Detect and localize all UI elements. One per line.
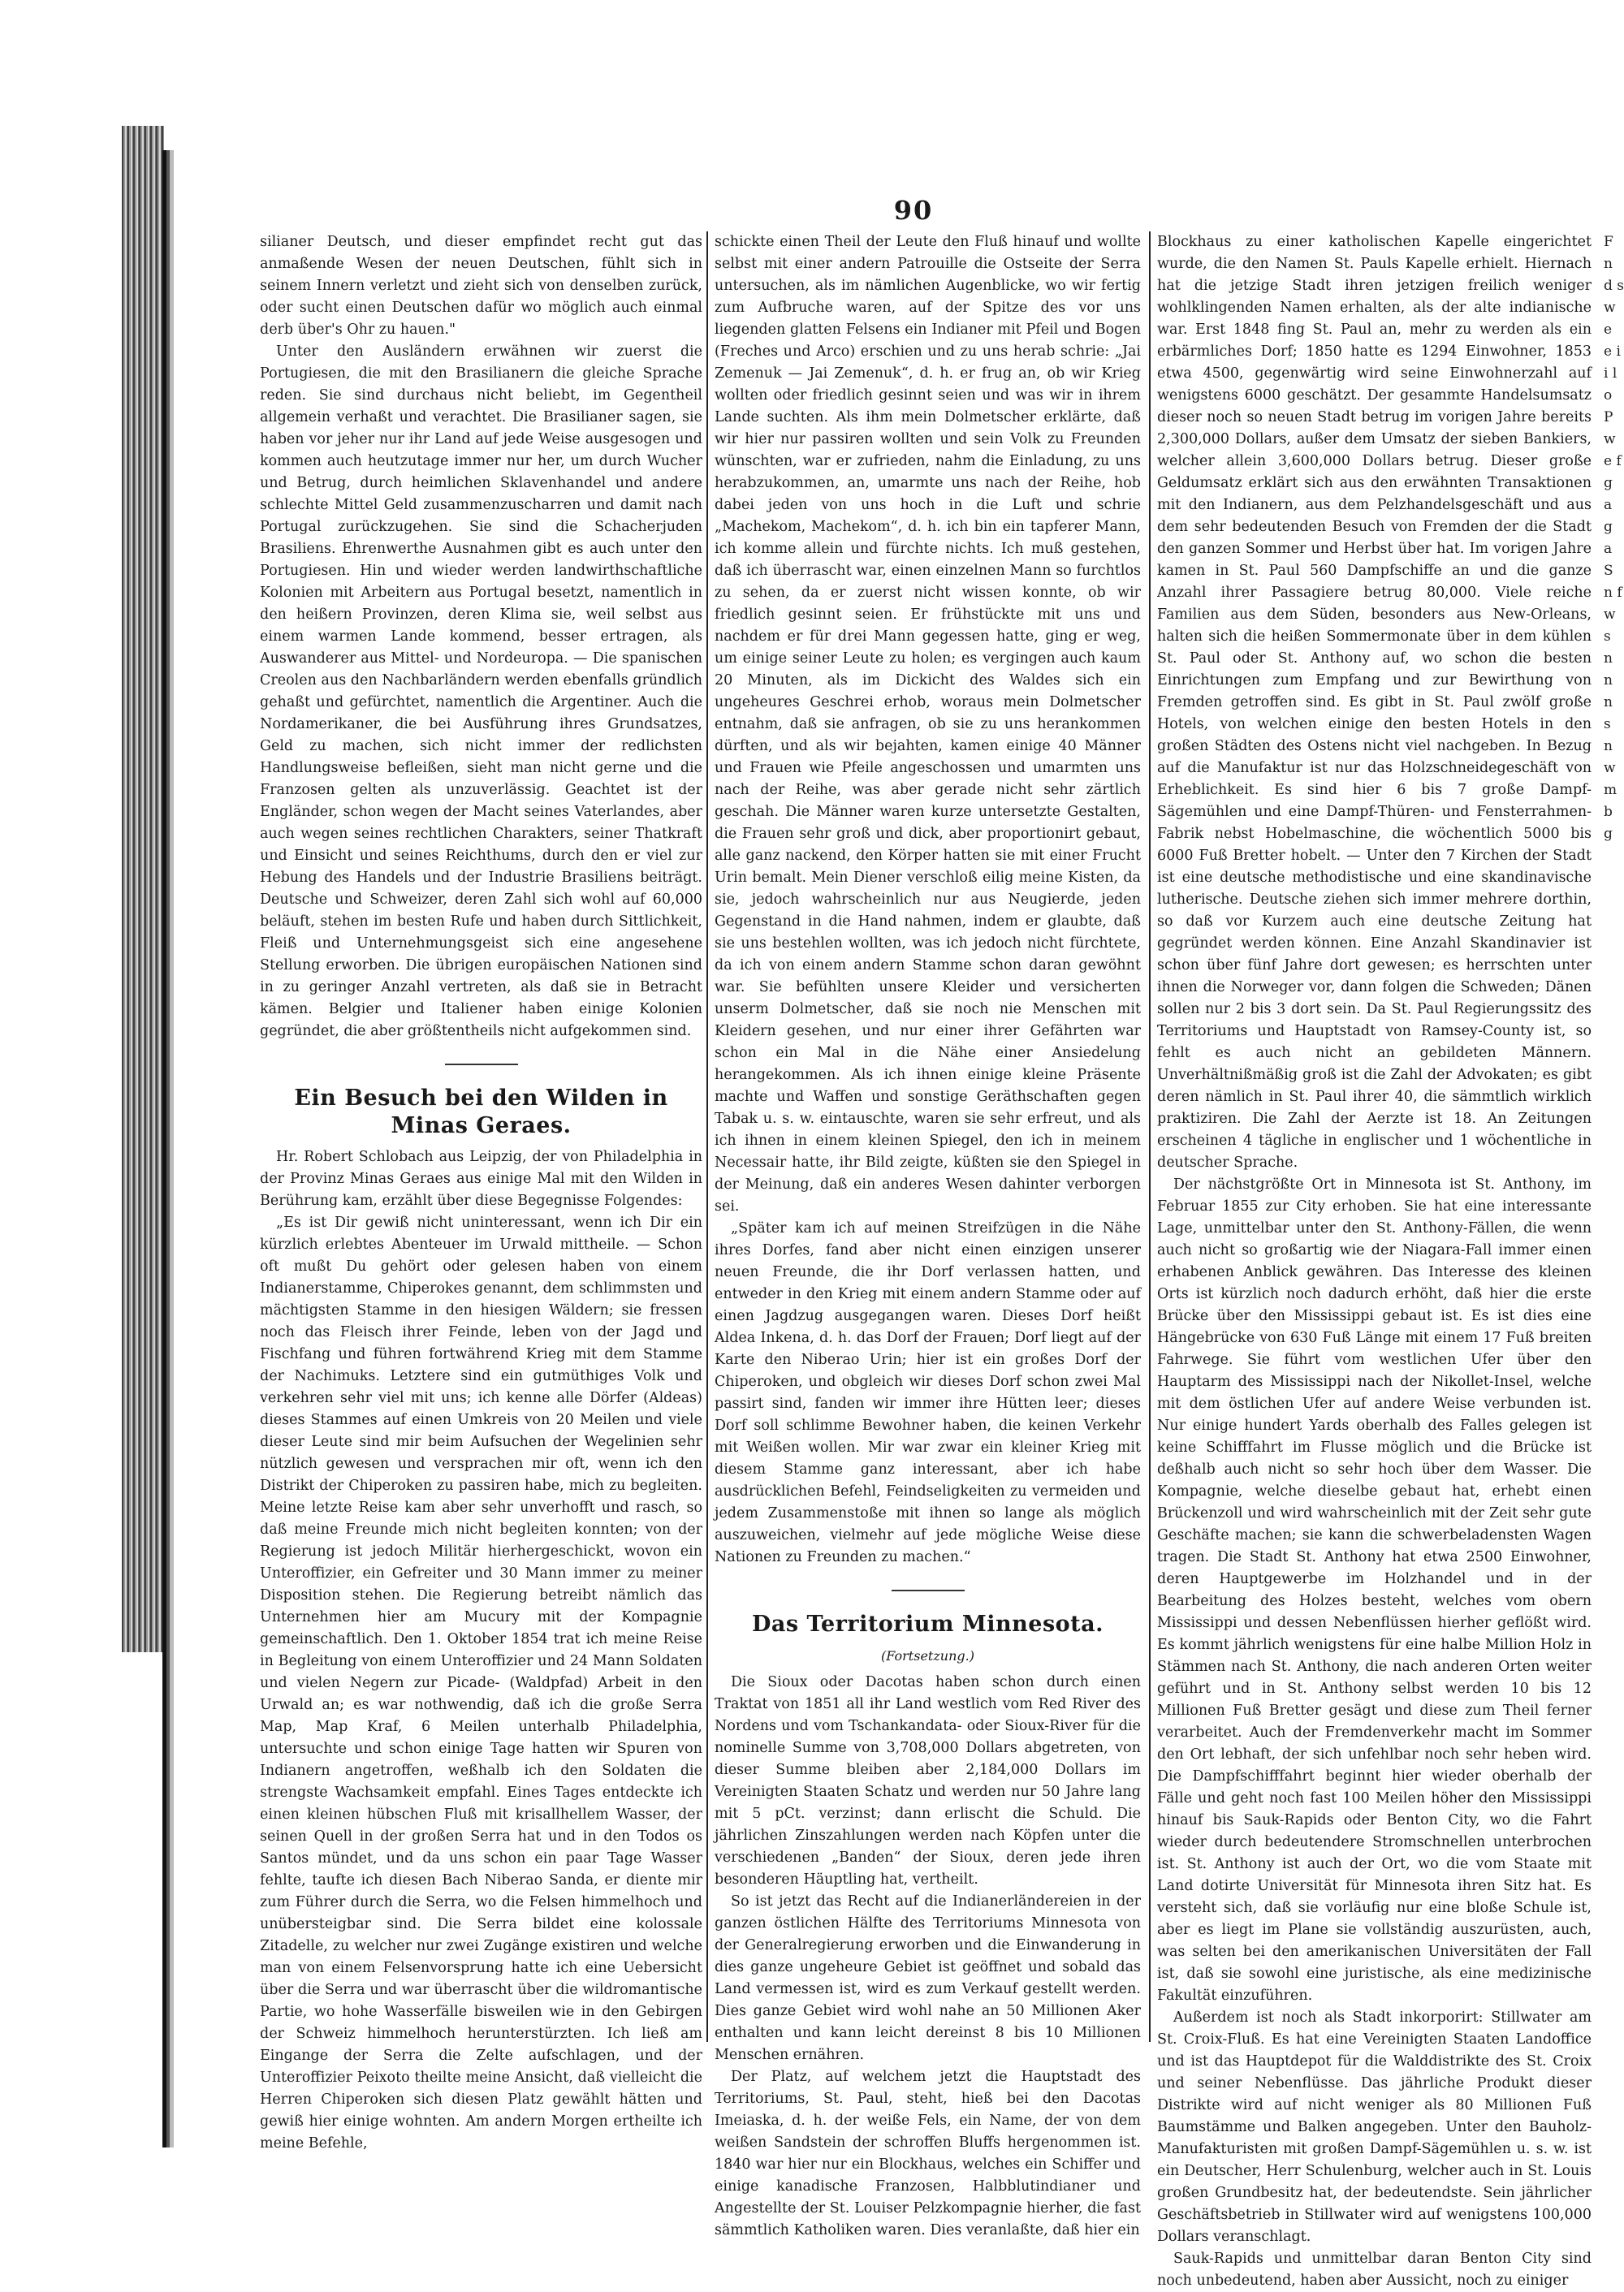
paragraph: Unter den Ausländern erwähnen wir zuerst die Portugiesen, die mit den Brasilianern die gleiche Sprache reden. Sie sind durchaus nicht beliebt, im Gegentheil allgemein verhaßt und verachtet. Die Brasilianer sagen, sie haben vor jeher nur ihr Land auf jede Weise ausgesogen und kommen auch heutzutage immer nur her, um durch Wucher und Betrug, durch heimlichen Sklavenhandel und andere schlechte Mittel Geld zusammenzuscharren und damit nach Portugal zurückzugehen. Sie sind die Schacherjuden Brasiliens. Ehrenwerthe Ausnahmen gibt es auch unter den Portugiesen. Hin und wieder werden landwirthschaftliche Kolonien mit Arbeitern aus Portugal besetzt, namentlich in den heißern Provinzen, deren Klima sie, weil selbst aus einem warmen Lande kommend, besser ertragen, als Auswanderer aus Mittel- und Nordeuropa. — Die spanischen Creolen aus den Nachbarländern werden ebenfalls gründlich gehaßt und gefürchtet, namentlich die Argentiner. Auch die Nordamerikaner, die bei Ausführung ihres Grundsatzes, Geld zu machen, sich nicht immer der redlichsten Handlungsweise befleißen, sieht man nicht gerne und die Franzosen gelten als unzuverlässig. Geachtet ist der Engländer, schon wegen der Macht seines Vaterlandes, aber auch wegen seines rechtlichen Charakters, seiner Thatkraft und Einsicht und seines Reichthums, durch den er viel zur Hebung des Handels und der Industrie Brasiliens beiträgt. Deutsche und Schweizer, deren Zahl sich wohl auf 60,000 beläuft, stehen im besten Rufe und haben durch Sittlichkeit, Fleiß und Unternehmungsgeist sich eine angesehene Stellung erworben. Die übrigen europäischen Nationen sind in zu geringer Anzahl vertreten, als daß sie in Betracht kämen. Belgier und Italiener haben einige Kolonien gegründet, die aber größtentheils nicht aufgekommen sind. xyxy=(260,343,702,1039)
section-divider xyxy=(445,1064,518,1065)
paragraph: Die Sioux oder Dacotas haben schon durch einen Traktat von 1851 all ihr Land westlich vom Red River des Nordens und vom Tschankandata- oder Sioux-River für die nominelle Summe von 3,708,000 Dollars abgetreten, von dieser Summe bleiben aber 2,184,000 Dollars im Vereinigten Staaten Schatz und werden nur 50 Jahre lang mit 5 pCt. verzinst; dann erlischt die Schuld. Die jährlichen Zinszahlungen werden nach Köpfen unter die verschiedenen „Banden“ der Sioux, deren jede ihren besonderen Häuptling hat, vertheilt. xyxy=(715,1674,1141,1888)
article-title: Das Territorium Minnesota. xyxy=(751,1612,1104,1637)
page-edge-stack xyxy=(122,126,164,1652)
paragraph: Der nächstgrößte Ort in Minnesota ist St. Anthony, im Februar 1855 zur City erhoben. Sie hat eine interessante Lage, unmittelbar unter den St. Anthony-Fällen, die wenn auch nicht so großartig wie der Niagara-Fall immer einen erhabenen Anblick gewähren. Das Interesse des kleinen Orts ist kürzlich noch dadurch erhöht, daß hier die erste Brücke über den Mississippi gebaut ist. Es ist dies eine Hängebrücke von 630 Fuß Länge mit einem 17 Fuß breiten Fahrwege. Sie führt vom westlichen Ufer über den Hauptarm des Mississippi nach der Nikollet-Insel, welche mit dem östlichen Ufer auf andere Weise verbunden ist. Nur einige hundert Yards oberhalb des Falles gelegen ist keine Schifffahrt im Flusse möglich und die Brücke ist deßhalb auch nicht so sehr hoch über dem Wasser. Die Kompagnie, welche dieselbe gebaut hat, erhebt einen Brückenzoll und wird wahrscheinlich mit der Zeit sehr gute Geschäfte machen; sie kann die schwerbeladensten Wagen tragen. Die Stadt St. Anthony hat etwa 2500 Einwohner, deren Hauptgewerbe im Holzhandel und in der Bearbeitung des Holzes besteht, welches vom obern Mississippi und dessen Nebenflüssen hierher geflößt wird. Es kommt jährlich wenigstens für eine halbe Million Holz in Stämmen nach St. Anthony, die nach anderen Orten weiter geführt und in St. Anthony selbst werden 10 bis 12 Millionen Fuß Bretter gesägt und diese zum Theil ferner verarbeitet. Auch der Fremdenverkehr macht im Sommer den Ort lebhaft, der sich unfehlbar noch sehr heben wird. Die Dampfschifffahrt beginnt hier wieder oberhalb der Fälle und geht noch fast 100 Meilen höher den Mississippi hinauf bis Sauk-Rapids oder Benton City, wo die Fahrt wieder durch bedeutendere Stromschnellen unterbrochen ist. St. Anthony ist auch der Ort, wo die vom Staate mit Land dotirte Universität für Minnesota ihren Sitz hat. Es versteht sich, daß sie vorläufig nur eine bloße Schule ist, aber es liegt im Plane sie vollständig auszurüsten, auch, was selten bei den amerikanischen Universitäten der Fall ist, daß sie sowohl eine juristische, als eine medizinische Fakultät einzuführen. xyxy=(1157,1176,1592,2004)
paragraph: Außerdem ist noch als Stadt inkorporirt: Stillwater am St. Croix-Fluß. Es hat eine Vereinigten Staaten Landoffice und ist das Hauptdepot für die Walddistrikte des St. Croix und seiner Nebenflüsse. Das jährliche Produkt dieser Distrikte wird auf nicht weniger als 80 Millionen Fuß Baumstämme und Balken angegeben. Unter den Bauholz-Manufakturisten mit großen Dampf-Sägemühlen u. s. w. ist ein Deutscher, Herr Schulenburg, welcher auch in St. Louis großen Grundbesitz hat, der bedeutendste. Sein jährlicher Geschäftsbetrieb in Stillwater wird auf wenigstens 100,000 Dollars veranschlagt. xyxy=(1157,2009,1592,2245)
paragraph: schickte einen Theil der Leute den Fluß hinauf und wollte selbst mit einer andern Patrouille die Ostseite der Serra untersuchen, als im nämlichen Augenblicke, wo wir fertig zum Aufbruche waren, auf der Spitze des vor uns liegenden glatten Felsens ein Indianer mit Pfeil und Bogen (Freches und Arco) erschien und zu uns herab schrie: „Jai Zemenuk — Jai Zemenuk“, d. h. er frug an, ob wir Krieg wollten oder friedlich gesinnt seien und was wir in ihrem Lande suchten. Als ihm mein Dolmetscher erklärte, daß wir hier nur passiren wollten und sein Volk zu Freunden wünschten, war er zufrieden, nahm die Einladung, zu uns herabzukommen, an, umarmte uns nach der Reihe, hob dabei jeden von uns hoch in die Luft und schrie „Machekom, Machekom“, d. h. ich bin ein tapferer Mann, ich komme allein und fürchte nichts. Ich muß gestehen, daß ich überrascht war, einen einzelnen Mann so furchtlos zu sehen, da er zuerst nicht wissen konnte, ob wir friedlich gesinnt seien. Er frühstückte mit uns und nachdem er für drei Mann gegessen hatte, ging er weg, um einige seiner Leute zu holen; es vergingen auch kaum 20 Minuten, als im Dickicht des Waldes sich ein ungeheures Geschrei erhob, woraus mein Dolmetscher entnahm, daß sie anfragen, ob sie zu uns herankommen dürften, und als wir bejahten, kamen einige 40 Männer und Frauen wie Pfeile angeschossen und umarmten uns nach der Reihe, was aber gerade nicht sehr zärtlich geschah. Die Männer waren kurze untersetzte Gestalten, die Frauen sehr groß und dick, aber proportionirt gebaut, alle ganz nackend, den Körper hatten sie mit einer Frucht Urin bemalt. Mein Diener verschloß eilig meine Kisten, da sie, jedoch wahrscheinlich nur aus Neugierde, jeden Gegenstand in die Hand nahmen, indem er glaubte, daß sie uns bestehlen wollten, was ich jedoch nicht fürchtete, da ich von einem andern Stamme schon daran gewöhnt war. Sie befühlten unsere Kleider und versicherten unserm Dolmetscher, daß sie noch nie Menschen mit Kleidern gesehen, und nur einer ihrer Gefährten war schon ein Mal in die Nähe einer Ansiedelung herangekommen. Als ich ihnen einige kleine Präsente machte und Waffen und sonstige Geräthschaften gegen Tabak u. s. w. eintauschte, waren sie sehr erfreut, und als ich ihnen in einem kleinen Spiegel, den ich in meinem Necessair hatte, ihr Bild zeigte, küßten sie den Spiegel in der Meinung, daß ein anderes Wesen dahinter verborgen sei. xyxy=(715,234,1141,1215)
column-rule xyxy=(1149,231,1151,2042)
paragraph: Blockhaus zu einer katholischen Kapelle eingerichtet wurde, die den Namen St. Pauls Kapelle erhielt. Hiernach hat die jetzige Stadt ihren jetzigen freilich weniger wohlklingenden Namen erhalten, als der alte indianische war. Erst 1848 fing St. Paul an, mehr zu werden als ein erbärmliches Dorf; 1850 hatte es 1294 Einwohner, 1853 etwa 4500, gegenwärtig wird seine Einwohnerzahl auf wenigstens 6000 geschätzt. Der gesammte Handelsumsatz dieser noch so neuen Stadt betrug im vorigen Jahre bereits 2,300,000 Dollars, außer dem Umsatz der sieben Bankiers, welcher allein 3,600,000 Dollars betrug. Dieser große Geldumsatz erklärt sich aus den erwähnten Transaktionen mit den Indianern, aus dem Pelzhandelsgeschäft und aus dem sehr bedeutenden Besuch von Fremden der die Stadt den ganzen Sommer und Herbst über hat. Im vorigen Jahre kamen in St. Paul 560 Dampfschiffe an und die ganze Anzahl ihrer Passagiere betrug 80,000. Viele reiche Familien aus dem Süden, besonders aus New-Orleans, halten sich die heißen Sommermonate über in dem kühlen St. Paul oder St. Anthony auf, wo schon die besten Einrichtungen zum Empfang und zur Bewirthung von Fremden getroffen sind. Es gibt in St. Paul zwölf große Hotels, von welchen einige den besten Hotels in den großen Städten des Ostens nicht viel nachgeben. In Bezug auf die Manufaktur ist nur das Holzschneidegeschäft von Erheblichkeit. Es sind hier 6 bis 7 große Dampf-Sägemühlen und eine Dampf-Thüren- und Fensterrahmen-Fabrik nebst Hobelmaschine, die wöchentlich 5000 bis 6000 Fuß Bretter hobelt. — Unter den 7 Kirchen der Stadt ist eine deutsche methodistische und eine skandinavische lutherische. Deutsche ziehen sich immer mehrere dorthin, so daß vor Kurzem auch eine deutsche Zeitung hat gegründet werden können. Eine Anzahl Skandinavier ist schon über fünf Jahre dort gewesen; es herrschten unter ihnen die Norweger vor, dann folgen die Schweden; Dänen sollen nur 2 bis 3 dort sein. Da St. Paul Regierungssitz des Territoriums und Hauptstadt von Ramsey-County ist, so fehlt es auch nicht an gebildeten Männern. Unverhältnißmäßig groß ist die Zahl der Advokaten; es gibt deren nämlich in St. Paul ihrer 40, die sämmtlich wirklich praktiziren. Die Zahl der Aerzte ist 18. An Zeitungen erscheinen 4 tägliche in englischer und 1 wöchentliche in deutscher Sprache. xyxy=(1157,234,1592,1171)
article-title: Ein Besuch bei den Wilden in Minas Geraes. xyxy=(294,1086,668,1138)
paragraph: Sauk-Rapids und unmittelbar daran Benton City sind noch unbedeutend, haben aber Aussicht, noch zu einiger xyxy=(1157,2251,1592,2289)
paragraph: „Es ist Dir gewiß nicht uninteressant, wenn ich Dir ein kürzlich erlebtes Abenteuer im Urwald mittheile. — Schon oft mußt Du gehört oder gelesen haben von einem Indianerstamme, Chiperokes genannt, dem schlimmsten und mächtigsten Stamme in den hiesigen Wäldern; sie fressen noch das Fleisch ihrer Feinde, leben von der Jagd und Fischfang und führen fortwährend Krieg mit dem Stamme der Nachimuks. Letztere sind ein gutmüthiges Volk und verkehren sehr viel mit uns; ich kenne alle Dörfer (Aldeas) dieses Stammes auf einen Umkreis von 20 Meilen und viele dieser Leute sind mir beim Aufsuchen der Wegelinien sehr nützlich gewesen und versprachen mir oft, wenn ich den Distrikt der Chiperoken zu passiren habe, mich zu begleiten. Meine letzte Reise kam aber sehr unverhofft und rasch, so daß meine Freunde mich nicht begleiten konnten; von der Regierung ist jedoch Militär hierhergeschickt, wovon ein Unteroffizier, ein Gefreiter und 30 Mann immer zu meiner Disposition stehen. Die Regierung betreibt nämlich das Unternehmen hier am Mucury mit der Kompagnie gemeinschaftlich. Den 1. Oktober 1854 trat ich meine Reise in Begleitung von einem Unteroffizier und 24 Mann Soldaten und vielen Negern zur Picade- (Waldpfad) Arbeit in den Urwald an; es war nothwendig, daß ich die große Serra Map, Map Kraf, 6 Meilen unterhalb Philadelphia, untersuchte und schon einige Tage hatten wir Spuren von Indianern angetroffen, weßhalb ich den Soldaten die strengste Wachsamkeit empfahl. Eines Tages entdeckte ich einen kleinen hübschen Fluß mit krisallhellem Wasser, der seinen Quell in der großen Serra hat und in den Todos os Santos mündet, und da uns schon ein paar Tage Wasser fehlte, taufte ich diesen Bach Niberao Sanda, er diente mir zum Führer durch die Serra, wo die Felsen himmelhoch und unübersteigbar sind. Die Serra bildet eine kolossale Zitadelle, zu welcher nur zwei Zugänge existiren und welche man von einem Felsenvorsprung hatte ich eine Uebersicht über die Serra und war überrascht über die wildromantische Partie, wo hohe Wasserfälle bisweilen wie in den Gebirgen der Schweiz himmelhoch herunterstürzten. Ich ließ am Eingange der Serra die Zelte aufschlagen, und der Unteroffizier Peixoto theilte meine Ansicht, daß vielleicht die Herren Chiperoken sich diesen Platz gewählt hätten und gewiß hier einige wohnten. Am andern Morgen ertheilte ich meine Befehle, xyxy=(260,1215,702,2152)
article-subtitle: (Fortsetzung.) xyxy=(881,1648,974,1664)
paragraph: So ist jetzt das Recht auf die Indianerländereien in der ganzen östlichen Hälfte des Territoriums Minnesota von der Generalregierung erworben und die Einwanderung in dies ganze ungeheure Gebiet ist geöffnet und sobald das Land vermessen ist, wird es zum Verkauf gestellt werden. Dies ganze Gebiet wird wohl nahe an 50 Millionen Aker enthalten und kann leicht dereinst 8 bis 10 Millionen Menschen ernähren. xyxy=(715,1893,1141,2063)
column-rule xyxy=(706,231,708,2042)
adjacent-page-fragment: F n d s w e e i i l o P w e f g a g a S n f w s n n n s n w m b g xyxy=(1604,234,1624,842)
paragraph: Hr. Robert Schlobach aus Leipzig, der von Philadelphia in der Provinz Minas Geraes aus einige Mal mit den Wilden in Berührung kam, erzählt über diese Begegnisse Folgendes: xyxy=(260,1149,702,1209)
paragraph: „Später kam ich auf meinen Streifzügen in die Nähe ihres Dorfes, fand aber nicht einen einzigen unserer neuen Freunde, die ihr Dorf verlassen hatten, und entweder in den Krieg mit einem andern Stamme oder auf einen Jagdzug ausgegangen waren. Dieses Dorf heißt Aldea Inkena, d. h. das Dorf der Frauen; Dorf liegt auf der Karte den Niberao Urin; hier ist ein großes Dorf der Chiperoken, und obgleich wir dieses Dorf schon zwei Mal passirt sind, fanden wir immer ihre Hütten leer; dieses Dorf soll schlimme Bewohner haben, die keinen Verkehr mit Weißen wollen. Mir war zwar ein kleiner Krieg mit diesem Stamme ganz interessant, aber ich habe ausdrücklichen Befehl, Feindseligkeiten zu vermeiden und jedem Zusammenstoße mit ihnen so lange als möglich auszuweichen, vielmehr auf jede mögliche Weise diese Nationen zu Freunden zu machen.“ xyxy=(715,1220,1141,1565)
paragraph: Der Platz, auf welchem jetzt die Hauptstadt des Territoriums, St. Paul, steht, hieß bei den Dacotas Imeiaska, d. h. der weiße Fels, ein Name, der von dem weißen Sandstein der schroffen Bluffs hergenommen ist. 1840 war hier nur ein Blockhaus, welches ein Schiffer und einige kanadische Franzosen, Halbblutindianer und Angestellte der St. Louiser Pelzkompagnie hierher, die fast sämmtlich Katholiken waren. Dies veranlaßte, daß hier ein xyxy=(715,2069,1141,2238)
paragraph: silianer Deutsch, und dieser empfindet recht gut das anmaßende Wesen der neuen Deutschen, fühlt sich in seinem Innern verletzt und zieht sich von denselben zurück, oder sucht einen Deutschen dafür wo möglich auch einmal derb über's Ohr zu hauen." xyxy=(260,234,702,338)
section-divider xyxy=(892,1590,965,1591)
middle-column xyxy=(715,231,1141,2238)
right-column xyxy=(1157,231,1592,2289)
binding-shadow xyxy=(162,150,174,2147)
left-column xyxy=(260,231,702,2152)
page-number: 90 xyxy=(893,195,934,226)
book-gutter xyxy=(0,0,175,2147)
